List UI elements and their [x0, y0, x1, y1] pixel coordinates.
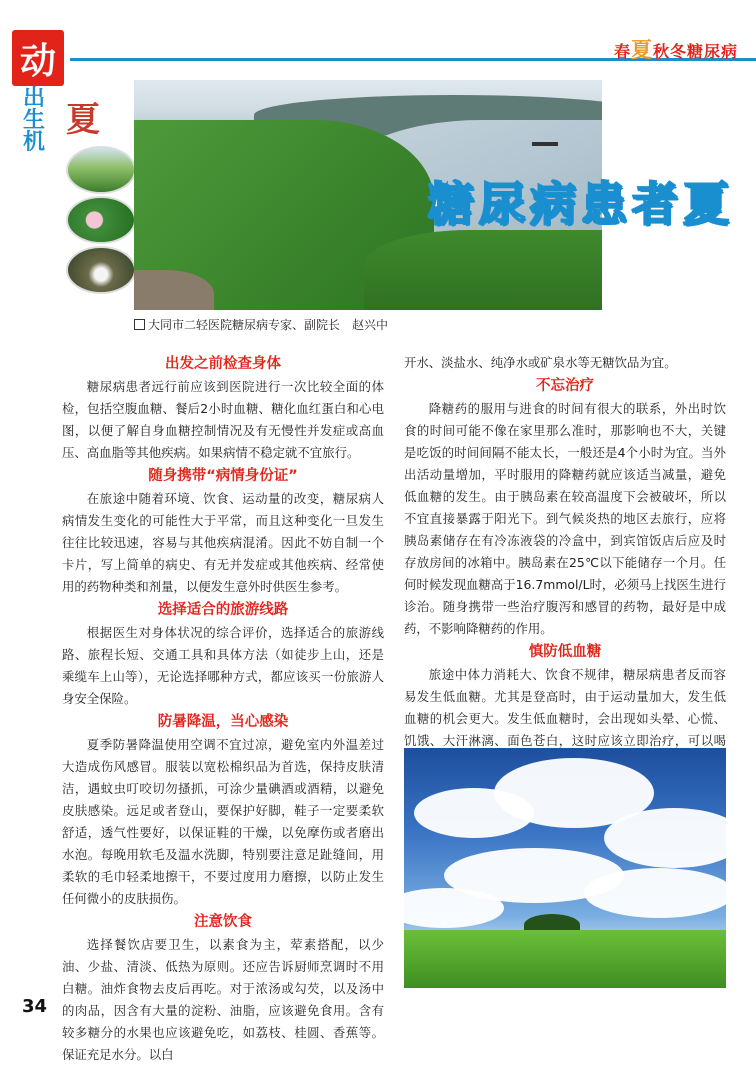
series-suffix: 秋冬糖尿病 — [652, 42, 738, 61]
section-heading: 随身携带“病情身份证” — [148, 468, 298, 484]
section-subtitle: 出生机 — [22, 86, 45, 155]
section-heading: 不忘治疗 — [536, 378, 594, 394]
paragraph: 在旅途中随着环境、饮食、运动量的改变，糖尿病人病情发生变化的可能性大于平常，而且这种变化一旦发生往往比较迅速，容易与其他疾病混淆。因此不妨自制一个卡片，写上简单的病史、有无并发症或其他疾病、经常使用的药物种类和剂量，以便发生意外时供医生参考。 — [62, 491, 384, 594]
thumb-lotus — [66, 196, 136, 244]
thumb-birds — [66, 246, 136, 294]
caption-square-icon — [134, 319, 145, 330]
section-heading: 选择适合的旅游线路 — [157, 602, 289, 618]
section-heading: 出发之前检查身体 — [165, 356, 281, 372]
boat-icon — [532, 142, 558, 146]
paragraph: 开水、淡盐水、纯净水或矿泉水等无糖饮品为宜。 — [404, 355, 677, 370]
summer-glyph: 夏 — [66, 100, 100, 140]
section-heading: 注意饮食 — [194, 914, 252, 930]
caption-text: 大同市二轻医院糖尿病专家、副院长 赵兴中 — [148, 318, 389, 332]
paragraph: 根据医生对身体状况的综合评价，选择适合的旅游线路、旅程长短、交通工具和具体方法（如徒步上山，还是乘缆车上山等），无论选择哪种方式，都应该买一份旅游人身安全保险。 — [62, 625, 384, 706]
sky-photo — [404, 748, 726, 988]
paragraph: 选择餐饮店要卫生，以素食为主，荤素搭配，以少油、少盐、清淡、低热为原则。还应告诉厨师烹调时不用白糖。油炸食物去皮后再吃。对于浓汤或勾芡，以及汤中的肉品，因含有大量的淀粉、油脂，应该避免食用。含有较多糖分的水果也应该避免吃，如荔枝、桂圆、香蕉等。保证充足水分。以白 — [62, 937, 384, 1062]
section-badge: 动 — [12, 30, 64, 86]
page-number: 34 — [22, 996, 48, 1017]
series-highlight: 夏 — [630, 38, 653, 62]
section-heading: 慎防低血糖 — [528, 644, 602, 660]
paragraph: 夏季防暑降温使用空调不宜过凉，避免室内外温差过大造成伤风感冒。服装以宽松棉织品为首选，保持皮肤清洁，遇蚊虫叮咬切勿搔抓，可涂少量碘酒或酒精，以避免皮肤感染。远足或者登山，要保护好脚，鞋子一定要柔软舒适，透气性要好，以保证鞋的干燥，以免摩伤或者磨出水泡。每晚用软毛及温水洗脚，特别要注意足趾缝间，用柔软的毛巾轻柔地擦干，不要过度用力磨擦，以防止发生任何微小的皮肤损伤。 — [62, 737, 384, 906]
article-title: 糖尿病患者夏 — [428, 177, 734, 231]
paragraph: 降糖药的服用与进食的时间有很大的联系，外出时饮食的时间可能不像在家里那么准时，那影响也不大，关键是吃饭的时间间隔不能太长，一般还是4个小时为宜。当外出活动量增加，平时服用的降糖药就应该适当减量，避免低血糖的发生。由于胰岛素在较高温度下会被破坏，所以不宜直接暴露于阳光下。到气候炎热的地区去旅行，应将胰岛素储存在有冷冻液袋的冷盒中，到宾馆饭店后应及时存放房间的冰箱中。胰岛素在25℃以下能储存一个月。任何时候发现血糖高于16.7mmol/L时，必须马上找医生进行诊治。随身携带一些治疗腹泻和感冒的药物，最好是中成药，不影响降糖药的作用。 — [404, 401, 726, 636]
paragraph: 旅途中体力消耗大、饮食不规律，糖尿病患者反而容易发生低血糖。尤其是登高时，由于运动量加大，发生低血糖的机会更大。发生低血糖时，会出现如头晕、心慌、饥饿、大汗淋漓、面色苍白，这时应该立即治疗，可以喝 — [404, 667, 726, 748]
series-prefix: 春 — [613, 42, 631, 61]
series-title — [614, 34, 738, 64]
left-column — [62, 352, 384, 1066]
author-caption — [134, 316, 388, 333]
thumb-landscape — [66, 146, 136, 194]
section-heading: 防暑降温，当心感染 — [157, 714, 289, 730]
paragraph: 糖尿病患者远行前应该到医院进行一次比较全面的体检，包括空腹血糖、餐后2小时血糖、糖化血红蛋白和心电图，以便了解自身血糖控制情况及有无慢性并发症或高血压、高血脂等其他疾病。如果病情不稳定就不宜旅行。 — [62, 379, 384, 460]
right-column — [404, 352, 726, 774]
